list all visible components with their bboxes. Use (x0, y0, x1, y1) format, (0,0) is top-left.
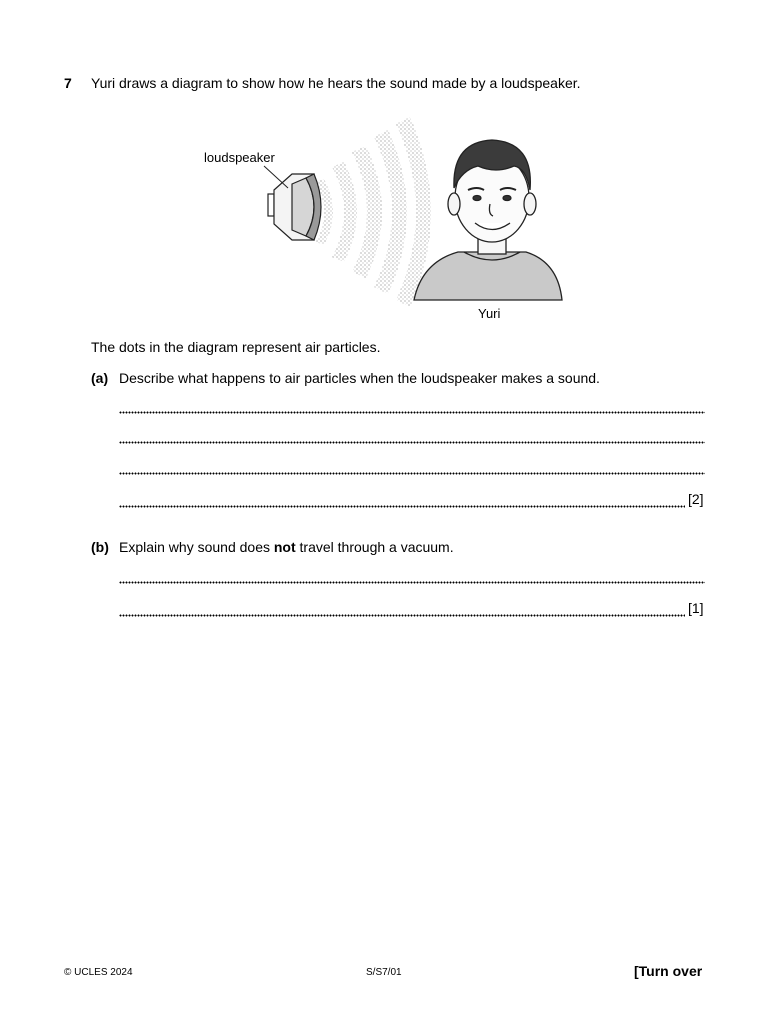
copyright: © UCLES 2024 (64, 967, 133, 978)
loudspeaker-icon (268, 174, 321, 240)
part-a-label: (a) (91, 370, 109, 386)
question-stem: Yuri draws a diagram to show how he hears the sound made by a loudspeaker. (91, 75, 581, 91)
part-b-text-end: travel through a vacuum. (295, 539, 454, 555)
answer-line[interactable] (119, 505, 685, 508)
turn-over: [Turn over (634, 963, 703, 979)
intro-text: The dots in the diagram represent air particles. (91, 339, 381, 355)
yuri-label: Yuri (478, 306, 501, 321)
part-b-text-start: Explain why sound does (119, 539, 274, 555)
answer-line[interactable] (119, 581, 705, 584)
part-b-emphasis: not (273, 539, 296, 555)
loudspeaker-label: loudspeaker (204, 150, 275, 165)
part-b-question (119, 539, 454, 556)
answer-line[interactable] (119, 472, 705, 475)
part-b-label: (b) (91, 539, 109, 555)
part-a-question: Describe what happens to air particles when the loudspeaker makes a sound. (119, 370, 600, 386)
answer-line[interactable] (119, 614, 685, 617)
part-a-marks: [2] (688, 491, 704, 507)
answer-line[interactable] (119, 441, 705, 444)
air-particles (316, 117, 431, 307)
question-number: 7 (64, 75, 72, 91)
person-yuri-icon (414, 140, 562, 300)
answer-line[interactable] (119, 411, 705, 414)
sound-diagram (196, 112, 576, 332)
paper-code: S/S7/01 (366, 967, 402, 978)
part-b-marks: [1] (688, 600, 704, 616)
